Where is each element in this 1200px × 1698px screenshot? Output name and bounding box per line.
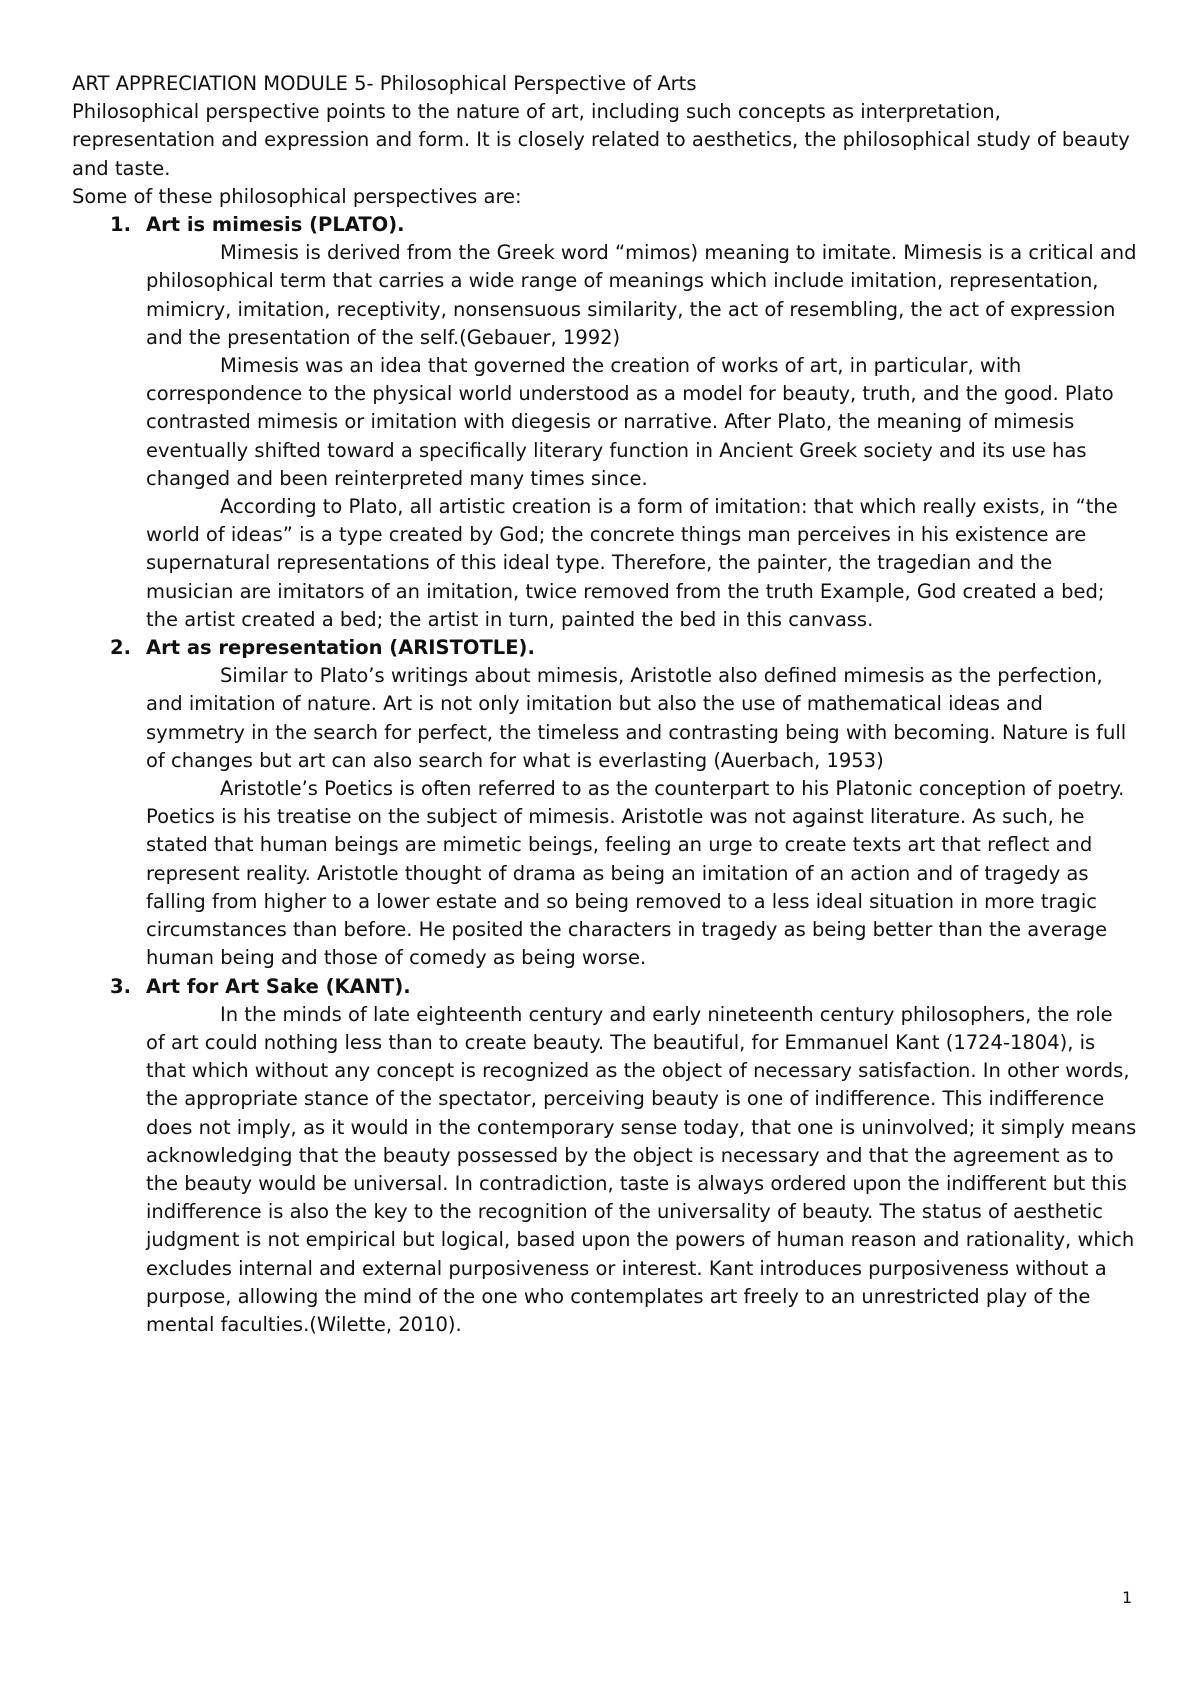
paragraph: Mimesis was an idea that governed the creation of works of art, in particular, with correspondence to the physical world understood as a model for beauty, truth, and the good. Plato contrasted mimesis or imitation with diegesis or narrative. After Plato, the meaning of mimesis eventually shifted toward a specifically literary function in Ancient Greek society and its use has changed and been reinterpreted many times since. <box>146 354 1114 490</box>
section-title: Art for Art Sake (KANT). <box>146 974 411 998</box>
paragraph: Aristotle’s Poetics is often referred to as the counterpart to his Platonic conception of poetry. Poetics is his treatise on the subject of mimesis. Aristotle was not against literature. As such, he stated that human beings are mimetic beings, feeling an urge to create texts art that reflect and represent reality. Aristotle thought of drama as being an imitation of an action and of tragedy as falling from higher to a lower estate and so being removed to a less ideal situation in more tragic circumstances than before. He posited the characters in tragedy as being better than the average human being and those of comedy as being worse. <box>146 777 1125 970</box>
section-kant <box>72 973 1137 1340</box>
section-plato <box>72 211 1137 634</box>
section-number: 3. <box>110 974 131 998</box>
document-title: ART APPRECIATION MODULE 5- Philosophical Perspective of Arts <box>72 72 697 95</box>
section-number: 2. <box>110 636 131 660</box>
section-aristotle <box>72 634 1137 972</box>
paragraph: In the minds of late eighteenth century and early nineteenth century philosophers, the role of art could nothing less than to create beauty. The beautiful, for Emmanuel Kant (1724-1804), is that which without any concept is recognized as the object of necessary satisfaction. In other words, the appropriate stance of the spectator, perceiving beauty is one of indifference. This indifference does not imply, as it would in the contemporary sense today, that one is uninvolved; it simply means acknowledging that the beauty possessed by the object is necessary and that the agreement as to the beauty would be universal. In contradiction, taste is always ordered upon the indifferent but this indifference is also the key to the recognition of the universality of beauty. The status of aesthetic judgment is not empirical but logical, based upon the powers of human reason and rationality, which excludes internal and external purposiveness or interest. Kant introduces purposiveness without a purpose, allowing the mind of the one who contemplates art freely to an unrestricted play of the mental faculties.(Wilette, 2010). <box>146 1002 1137 1336</box>
intro-line: Some of these philosophical perspectives are: <box>72 184 522 208</box>
page-number: 1 <box>1122 1588 1133 1607</box>
section-title: Art as representation (ARISTOTLE). <box>146 636 535 660</box>
intro-line: representation and expression and form. It is closely related to aesthetics, the philosophical study of beauty and taste. <box>72 128 1130 180</box>
perspectives-list <box>72 211 1137 1339</box>
paragraph: Similar to Plato’s writings about mimesis, Aristotle also defined mimesis as the perfection, and imitation of nature. Art is not only imitation but also the use of mathematical ideas and symmetry in the search for perfect, the timeless and contrasting being with becoming. Nature is full of changes but art can also search for what is everlasting (Auerbach, 1953) <box>146 664 1127 772</box>
section-number: 1. <box>110 213 131 237</box>
intro-block <box>72 70 1137 211</box>
section-title: Art is mimesis (PLATO). <box>146 213 405 237</box>
intro-line: Philosophical perspective points to the nature of art, including such concepts as interpretation, <box>72 100 1001 124</box>
paragraph: Mimesis is derived from the Greek word “mimos) meaning to imitate. Mimesis is a critical and philosophical term that carries a wide range of meanings which include imitation, representation, mimicry, imitation, receptivity, nonsensuous similarity, the act of resembling, the act of expression and the presentation of the self.(Gebauer, 1992) <box>146 241 1137 349</box>
document-page <box>72 70 1137 1339</box>
paragraph: According to Plato, all artistic creation is a form of imitation: that which really exists, in “the world of ideas” is a type created by God; the concrete things man perceives in his existence are supernatural representations of this ideal type. Therefore, the painter, the tragedian and the musician are imitators of an imitation, twice removed from the truth Example, God created a bed; the artist created a bed; the artist in turn, painted the bed in this canvass. <box>146 495 1118 631</box>
